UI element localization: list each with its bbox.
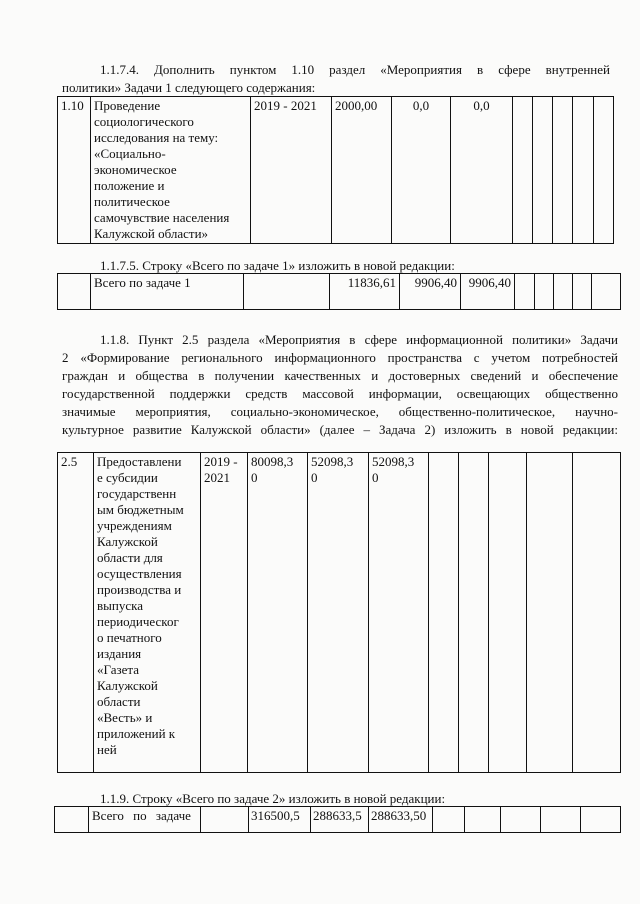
- empty-cell: [581, 807, 621, 833]
- item-total: 2000,00: [332, 97, 392, 244]
- table-item-1-10: [57, 96, 614, 244]
- table-item-2-5: [57, 452, 621, 773]
- item-value-2: 52098,3 0: [369, 453, 429, 773]
- paragraph-line: 1.1.7.5. Строку «Всего по задаче 1» изложить в новой редакции:: [100, 258, 455, 273]
- paragraph-118: [62, 331, 618, 439]
- empty-cell: [489, 453, 527, 773]
- empty-cell: [592, 274, 621, 310]
- table-total-task-2: [54, 806, 621, 833]
- paragraph-line: 1.1.9. Строку «Всего по задаче 2» изложить в новой редакции:: [100, 791, 446, 806]
- empty-cell: [201, 807, 249, 833]
- paragraph-line: значимые мероприятия, социально-экономическое, общественно-политическое, научно-: [62, 404, 618, 419]
- table-row: [58, 453, 621, 773]
- paragraph-1174: [62, 61, 610, 97]
- empty-cell: [541, 807, 581, 833]
- paragraph-line: 1.1.7.4. Дополнить пунктом 1.10 раздел «Мероприятия в сфере внутренней: [100, 62, 610, 77]
- empty-cell: [527, 453, 573, 773]
- empty-cell: [501, 807, 541, 833]
- paragraph-line: политики» Задачи 1 следующего содержания:: [62, 80, 316, 95]
- table-row: [55, 807, 621, 833]
- paragraph-line: государственной поддержки средств массовой информации, освещающих общественно: [62, 386, 618, 401]
- item-number: 1.10: [58, 97, 91, 244]
- item-value-2: 0,0: [451, 97, 513, 244]
- empty-cell: [573, 453, 621, 773]
- paragraph-line: граждан и общества в получении качественных и достоверных сведений и обеспечение: [62, 368, 618, 383]
- item-value-1: 0,0: [392, 97, 451, 244]
- table-row: [58, 97, 614, 244]
- empty-cell: [429, 453, 459, 773]
- item-name: Предоставлени е субсидии государственн ым бюджетным учреждениям Калужской области для осуществления производства и выпуска периодическог о печатного издания «Газета Калужской области «Весть» и приложений к ней: [94, 453, 201, 773]
- empty-cell: [515, 274, 535, 310]
- empty-cell: [533, 97, 553, 244]
- item-number: 2.5: [58, 453, 94, 773]
- table-row: [58, 274, 621, 310]
- empty-cell: [433, 807, 465, 833]
- empty-cell: [553, 97, 573, 244]
- empty-cell: [244, 274, 330, 310]
- total-value-2: 288633,50: [369, 807, 433, 833]
- empty-cell: [55, 807, 89, 833]
- total-label: Всего по задаче: [89, 807, 201, 833]
- empty-cell: [573, 97, 594, 244]
- empty-cell: [459, 453, 489, 773]
- item-value-1: 52098,3 0: [308, 453, 369, 773]
- paragraph-line: 1.1.8. Пункт 2.5 раздела «Мероприятия в сфере информационной политики» Задачи: [100, 332, 618, 347]
- item-period: 2019 - 2021: [201, 453, 248, 773]
- total-label: Всего по задаче 1: [91, 274, 244, 310]
- empty-cell: [513, 97, 533, 244]
- total-value-1: 9906,40: [400, 274, 461, 310]
- empty-cell: [535, 274, 554, 310]
- total-value-1: 288633,5: [311, 807, 369, 833]
- empty-cell: [58, 274, 91, 310]
- total-amount: 316500,5: [249, 807, 311, 833]
- item-total: 80098,3 0: [248, 453, 308, 773]
- paragraph-line: культурное развитие Калужской области» (далее – Задача 2) изложить в новой редакции:: [62, 422, 618, 437]
- empty-cell: [465, 807, 501, 833]
- item-period: 2019 - 2021: [251, 97, 332, 244]
- table-total-task-1: [57, 273, 621, 310]
- empty-cell: [573, 274, 592, 310]
- paragraph-line: 2 «Формирование регионального информационного пространства с учетом потребностей: [62, 350, 618, 365]
- total-amount: 11836,61: [330, 274, 400, 310]
- total-value-2: 9906,40: [461, 274, 515, 310]
- empty-cell: [554, 274, 573, 310]
- empty-cell: [594, 97, 614, 244]
- item-name: Проведение социологического исследования на тему: «Социально- экономическое положение и политическое самочувствие населения Калужской области»: [91, 97, 251, 244]
